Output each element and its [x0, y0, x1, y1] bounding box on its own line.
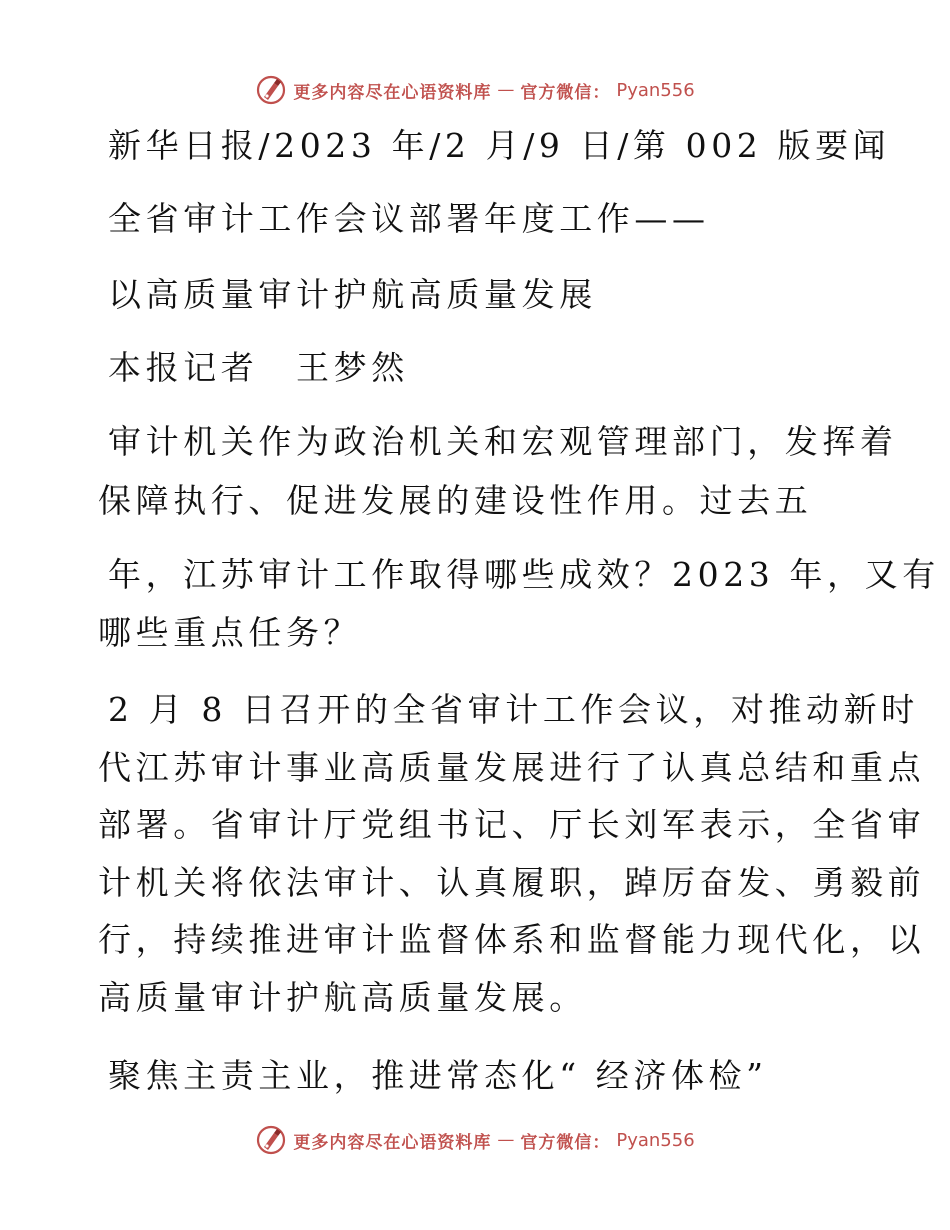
source-line: 新华日报/2023 年/2 月/9 日/第 002 版要闻: [108, 126, 891, 165]
footer-watermark: [0, 1122, 950, 1158]
byline: 本报记者 王梦然: [108, 348, 409, 387]
paragraph-line: 审计机关作为政治机关和宏观管理部门，发挥着: [108, 422, 898, 461]
watermark-text: 更多内容尽在心语资料库: [293, 1132, 492, 1153]
watermark-account-label: 官方微信：: [520, 1132, 611, 1153]
paragraph-line: 高质量审计护航高质量发展。: [98, 978, 587, 1017]
title-line-2: 以高质量审计护航高质量发展: [108, 275, 597, 314]
paragraph-line: 代江苏审计事业高质量发展进行了认真总结和重点: [98, 748, 926, 787]
paragraph-line: 哪些重点任务？: [98, 613, 362, 652]
paragraph-line: 年，江苏审计工作取得哪些成效？2023 年，又有: [108, 555, 940, 594]
section-subheading: 聚焦主责主业，推进常态化“ 经济体检”: [108, 1056, 768, 1095]
paragraph-line: 计机关将依法审计、认真履职，踔厉奋发、勇毅前: [98, 863, 926, 902]
watermark-text: 更多内容尽在心语资料库: [293, 82, 492, 103]
paragraph-line: 行，持续推进审计监督体系和监督能力现代化，以: [98, 920, 926, 959]
title-line-1: 全省审计工作会议部署年度工作——: [108, 199, 710, 238]
watermark-account: Pyan556: [616, 79, 695, 101]
paragraph-line: 部署。省审计厅党组书记、厅长刘军表示，全省审: [98, 805, 926, 844]
watermark-account: Pyan556: [616, 1129, 695, 1151]
watermark-account-label: 官方微信：: [520, 82, 611, 103]
pen-nib-logo-icon: [255, 1124, 287, 1156]
paragraph-line: 2 月 8 日召开的全省审计工作会议，对推动新时: [108, 690, 919, 729]
watermark-separator: —: [497, 80, 515, 100]
paragraph-line: 保障执行、促进发展的建设性作用。过去五: [98, 481, 813, 520]
watermark-separator: —: [497, 1130, 515, 1150]
